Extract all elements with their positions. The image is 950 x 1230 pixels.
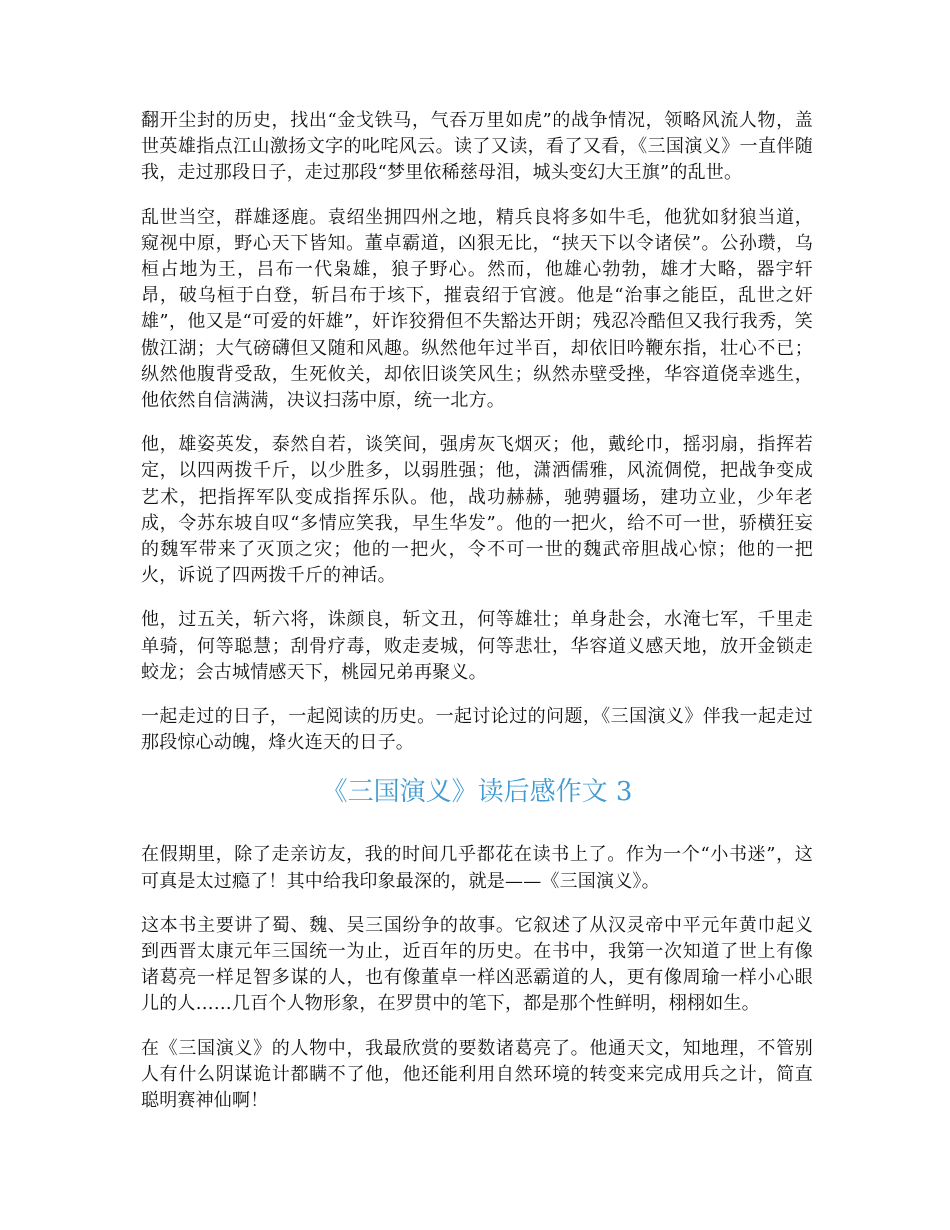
paragraph-intro: 翻开尘封的历史，找出“金戈铁马，气吞万里如虎”的战争情况，领略风流人物，盖世英雄指点江山激扬文字的叱咤风云。读了又读，看了又看，《三国演义》一直伴随我，走过那段日子，走过那段“梦里依稀慈母泪，城头变幻大王旗”的乱世。 bbox=[141, 110, 813, 184]
paragraph-zhou-yu: 他，雄姿英发，泰然自若，谈笑间，强虏灰飞烟灭；他，戴纶巾，摇羽扇，指挥若定，以四两拨千斤，以少胜多，以弱胜强；他，潇洒儒雅，风流倜傥，把战争变成艺术，把指挥军队变成指挥乐队。他，战功赫赫，驰骋疆场，建功立业，少年老成，令苏东坡自叹“多情应笑我，早生华发”。他的一把火，给不可一世，骄横狂妄的魏军带来了灭顶之灾；他的一把火，令不可一世的魏武帝胆战心惊；他的一把火，诉说了四两拨千斤的神话。 bbox=[141, 434, 813, 587]
paragraph-cao-cao: 乱世当空，群雄逐鹿。袁绍坐拥四州之地，精兵良将多如牛毛，他犹如豺狼当道，窥视中原，野心天下皆知。董卓霸道，凶狠无比，“挟天下以令诸侯”。公孙瓒，乌桓占地为王，吕布一代枭雄，狼子野心。然而，他雄心勃勃，雄才大略，器宇轩昂，破乌桓于白登，斩吕布于垓下，摧袁绍于官渡。他是“治事之能臣，乱世之奸雄”，他又是“可爱的奸雄”，奸诈狡猾但不失豁达开朗；残忍冷酷但又我行我秀，笑傲江湖；大气磅礴但又随和风趣。纵然他年过半百，却依旧吟鞭东指，壮心不已；纵然他腹背受敌，生死攸关，却依旧谈笑风生；纵然赤壁受挫，华容道侥幸逃生，他依然自信满满，决议扫荡中原，统一北方。 bbox=[141, 206, 813, 412]
paragraph-vacation: 在假期里，除了走亲访友，我的时间几乎都花在读书上了。作为一个“小书迷”，这可真是太过瘾了！其中给我印象最深的，就是——《三国演义》。 bbox=[141, 844, 813, 892]
paragraph-zhuge-liang: 在《三国演义》的人物中，我最欣赏的要数诸葛亮了。他通天文，知地理，不管别人有什么阴谋诡计都瞒不了他，他还能利用自然环境的转变来完成用兵之计，简直聪明赛神仙啊！ bbox=[141, 1037, 813, 1112]
paragraph-book-summary: 这本书主要讲了蜀、魏、吴三国纷争的故事。它叙述了从汉灵帝中平元年黄巾起义到西晋太康元年三国统一为止，近百年的历史。在书中，我第一次知道了世上有像诸葛亮一样足智多谋的人，也有像董卓一样凶恶霸道的人，更有像周瑜一样小心眼儿的人……几百个人物形象，在罗贯中的笔下，都是那个性鲜明，栩栩如生。 bbox=[141, 914, 813, 1015]
document-page bbox=[141, 108, 813, 1132]
section-heading: 《三国演义》读后感作文 3 bbox=[321, 777, 633, 808]
paragraph-conclusion: 一起走过的日子，一起阅读的历史。一起讨论过的问题，《三国演义》伴我一起走过那段惊心动魄，烽火连天的日子。 bbox=[141, 706, 813, 754]
paragraph-guan-yu: 他，过五关，斩六将，诛颜良，斩文丑，何等雄壮；单身赴会，水淹七军，千里走单骑，何等聪慧；刮骨疗毒，败走麦城，何等悲壮，华容道义感天地，放开金锁走蛟龙；会古城情感天下，桃园兄弟再聚义。 bbox=[141, 609, 813, 683]
